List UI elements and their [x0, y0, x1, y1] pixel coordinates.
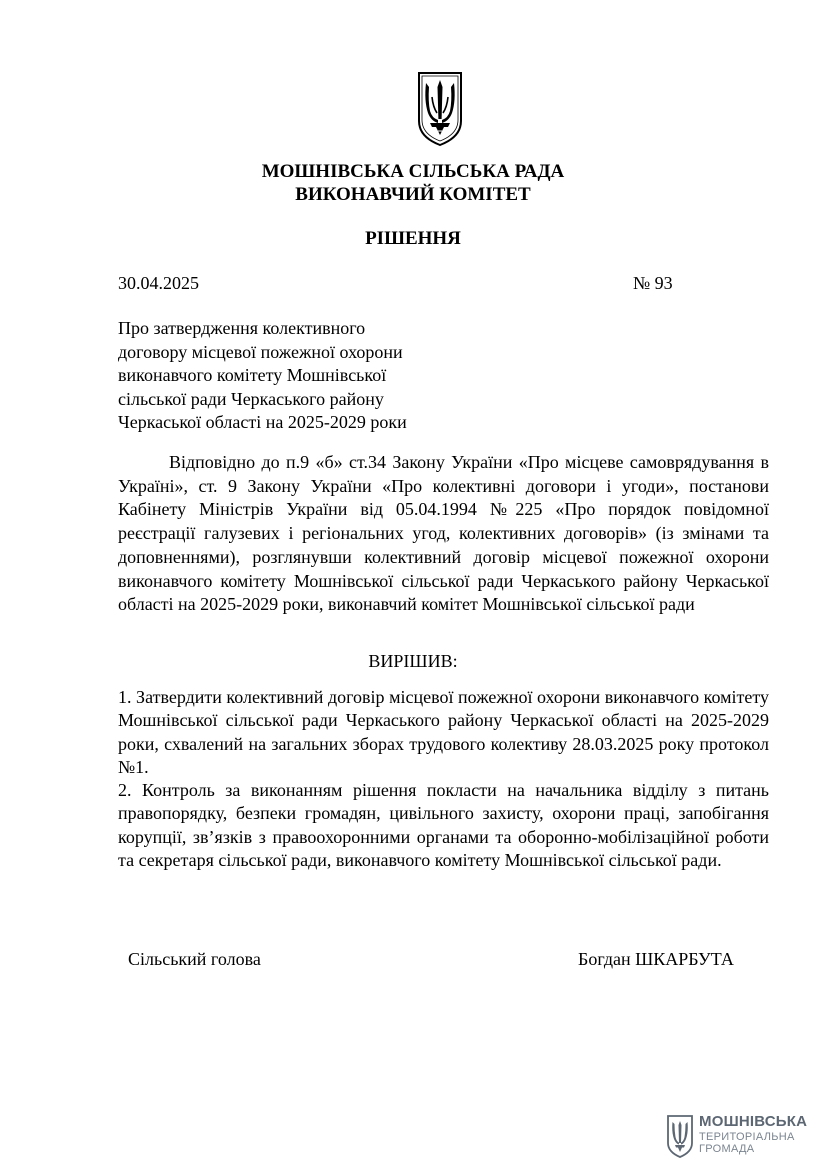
council-name: МОШНІВСЬКА СІЛЬСЬКА РАДА — [261, 161, 565, 182]
preamble-paragraph: Відповідно до п.9 «б» ст.34 Закону України «Про місцеве самоврядування в Україні», ст. 9 Закону України «Про колективні договори і угоди», постанови Кабінету Міністрів України від 05.04.1994 №225 «Про порядок повідомної реєстрації галузевих і регіональних угод, колективних договорів» (із змінами та доповненнями), розглянувши колективний договір місцевої пожежної охорони виконавчого комітету Мошнівської сільської ради Черкаського району Черкаської області на 2025-2029 роки, виконавчий комітет Мошнівської сільської ради — [118, 452, 769, 615]
resolved-heading: ВИРІШИВ: — [368, 651, 458, 671]
community-watermark — [666, 1112, 816, 1162]
signatory-role: Сільський голова — [128, 949, 261, 969]
subject-line: договору місцевої пожежної охорони — [118, 341, 403, 362]
resolution-items — [118, 686, 769, 872]
decision-number: № 93 — [633, 273, 673, 293]
trident-watermark-icon — [666, 1114, 694, 1158]
resolution-item-1: 1. Затвердити колективний договір місцевої пожежної охорони виконавчого комітету Мошнівської сільської ради Черкаського району Черкаської області на 2025-2029 роки, схвалений на загальних зборах трудового колективу 28.03.2025 року протокол №1. — [118, 687, 769, 777]
subject-line: виконавчого комітету Мошнівської — [118, 365, 387, 385]
subject-line: Черкаської області на 2025-2029 роки — [118, 412, 407, 432]
signatory-name: Богдан ШКАРБУТА — [578, 949, 734, 969]
committee-name: ВИКОНАВЧИЙ КОМІТЕТ — [295, 184, 531, 205]
trident-emblem-icon — [416, 71, 464, 147]
document-type: РІШЕННЯ — [365, 228, 461, 249]
subject-line: Про затвердження колективного — [118, 318, 366, 338]
watermark-subtitle: ТЕРИТОРІАЛЬНА — [699, 1131, 795, 1143]
decision-date: 30.04.2025 — [118, 273, 199, 293]
subject-line: сільської ради Черкаського району — [118, 388, 384, 409]
decision-subject — [118, 317, 458, 435]
watermark-subtitle: ГРОМАДА — [699, 1143, 755, 1155]
watermark-title: МОШНІВСЬКА — [699, 1113, 808, 1130]
resolution-item-2: 2. Контроль за виконанням рішення покласти на начальника відділу з питань правопорядку, безпеки громадян, цивільного захисту, охорони праці, запобігання корупції, зв’язків з правоохоронними органами та оборонно-мобілізаційної роботи та секретаря сільської ради, виконавчого комітету Мошнівської сільської ради. — [118, 780, 769, 871]
